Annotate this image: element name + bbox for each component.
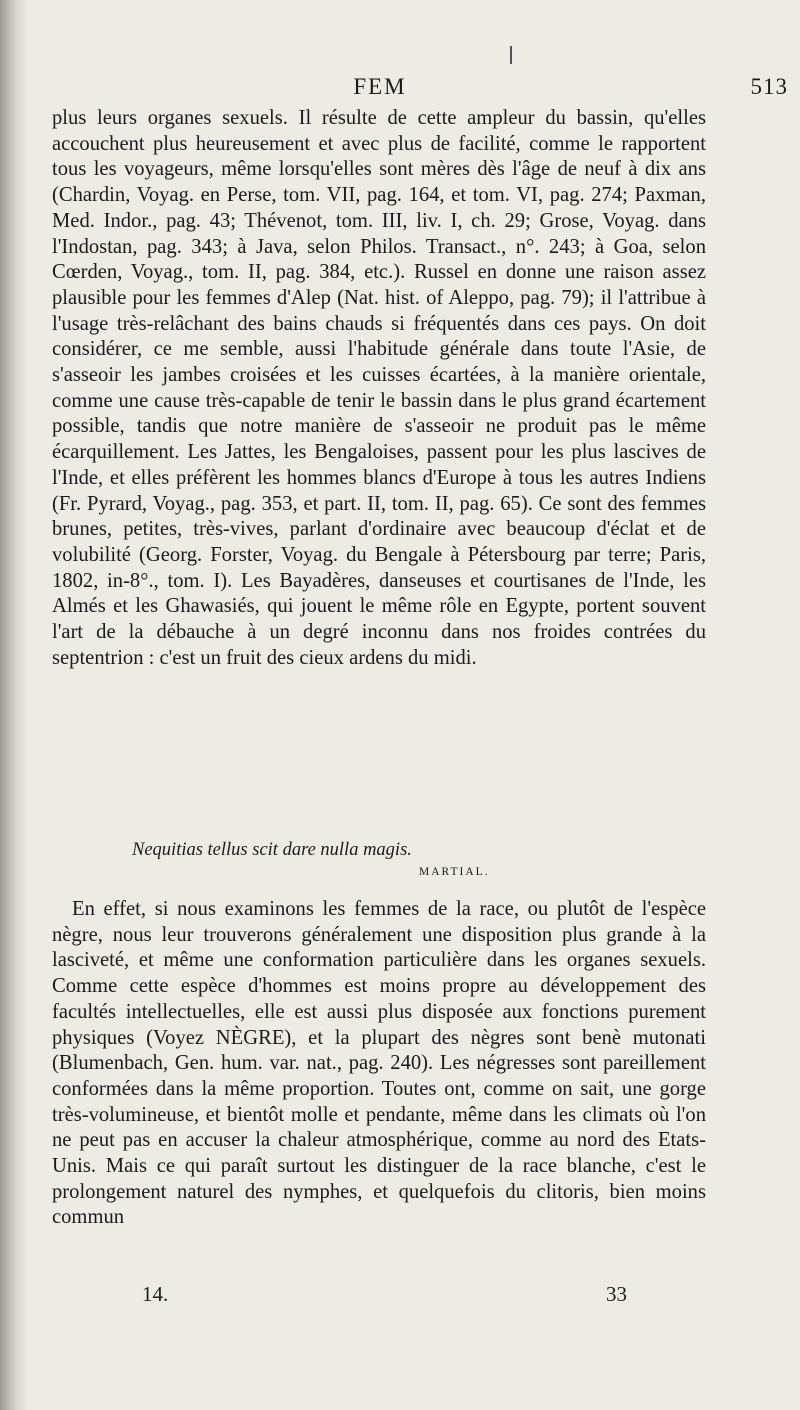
body-paragraph-2 <box>52 897 706 1231</box>
running-head <box>52 74 788 102</box>
epigraph-quote: Nequitias tellus scit dare nulla magis. <box>132 840 412 860</box>
epigraph-author: MARTIAL. <box>419 866 490 878</box>
scan-mark <box>510 46 512 64</box>
body-paragraph-1 <box>52 106 706 671</box>
page-footer <box>0 1282 800 1310</box>
paragraph-1-text: plus leurs organes sexuels. Il résulte de cette ampleur du bassin, qu'elles accouchent plus heureusement et avec plus de facilité, comme le rapportent tous les voyageurs, même lorsqu'elles sont mères dès l'âge de neuf à dix ans (Chardin, Voyag. en Perse, tom. VII, pag. 164, et tom. VI, pag. 274; Paxman, Med. Indor., pag. 43; Thévenot, tom. III, liv. I, ch. 29; Grose, Voyag. dans l'Indostan, pag. 343; à Java, selon Philos. Transact., n°. 243; à Goa, selon Cœrden, Voyag., tom. II, pag. 384, etc.). Russel en donne une raison assez plausible pour les femmes d'Alep (Nat. hist. of Aleppo, pag. 79); il l'attribue à l'usage très-relâchant des bains chauds si fréquentés dans ces pays. On doit considérer, ce me semble, aussi l'habitude générale dans toute l'Asie, de s'asseoir les jambes croisées et les cuisses écartées, à la manière orientale, comme une cause très-capable de tenir le bassin dans le plus grand écartement possible, tandis que notre manière de s'asseoir ne produit pas le même écarquillement. Les Jattes, les Bengaloises, passent pour les plus lascives de l'Inde, et elles préfèrent les hommes blancs d'Europe à tous les autres Indiens (Fr. Pyrard, Voyag., pag. 353, et part. II, tom. II, pag. 65). Ce sont des femmes brunes, petites, très-vives, parlant d'ordinaire avec beaucoup d'éclat et de volubilité (Georg. Forster, Voyag. du Bengale à Pétersbourg par terre; Paris, 1802, in-8°., tom. I). Les Bayadères, danseuses et courtisanes de l'Inde, les Almés et les Ghawasiés, qui jouent le même rôle en Egypte, portent souvent l'art de la débauche à un degré inconnu dans nos froides contrées du septentrion : c'est un fruit des cieux ardens du midi. <box>52 107 706 669</box>
running-title: FEM <box>353 74 407 99</box>
paragraph-2-text: En effet, si nous examinons les femmes de la race, ou plutôt de l'espèce nègre, nous leur trouverons généralement une disposition plus grande à la lasciveté, et même une conformation particulière dans les organes sexuels. Comme cette espèce d'hommes est moins propre au développement des facultés intellectuelles, elle est aussi plus disposée aux fonctions purement physiques (Voyez NÈGRE), et la plupart des nègres sont benè mutonati (Blumenbach, Gen. hum. var. nat., pag. 240). Les négresses sont pareillement conformées dans la même proportion. Toutes ont, comme on sait, une gorge très-volumineuse, et bientôt molle et pendante, même dans les climats où l'on ne peut pas en accuser la chaleur atmosphérique, comme au nord des Etats-Unis. Mais ce qui paraît surtout les distinguer de la race blanche, c'est le prolongement naturel des nymphes, et quelquefois du clitoris, bien moins commun <box>52 898 706 1229</box>
sheet-number: 33 <box>606 1282 627 1306</box>
page-number: 513 <box>750 74 788 99</box>
page-gutter-shadow <box>0 0 28 1410</box>
signature-mark: 14. <box>142 1282 169 1306</box>
